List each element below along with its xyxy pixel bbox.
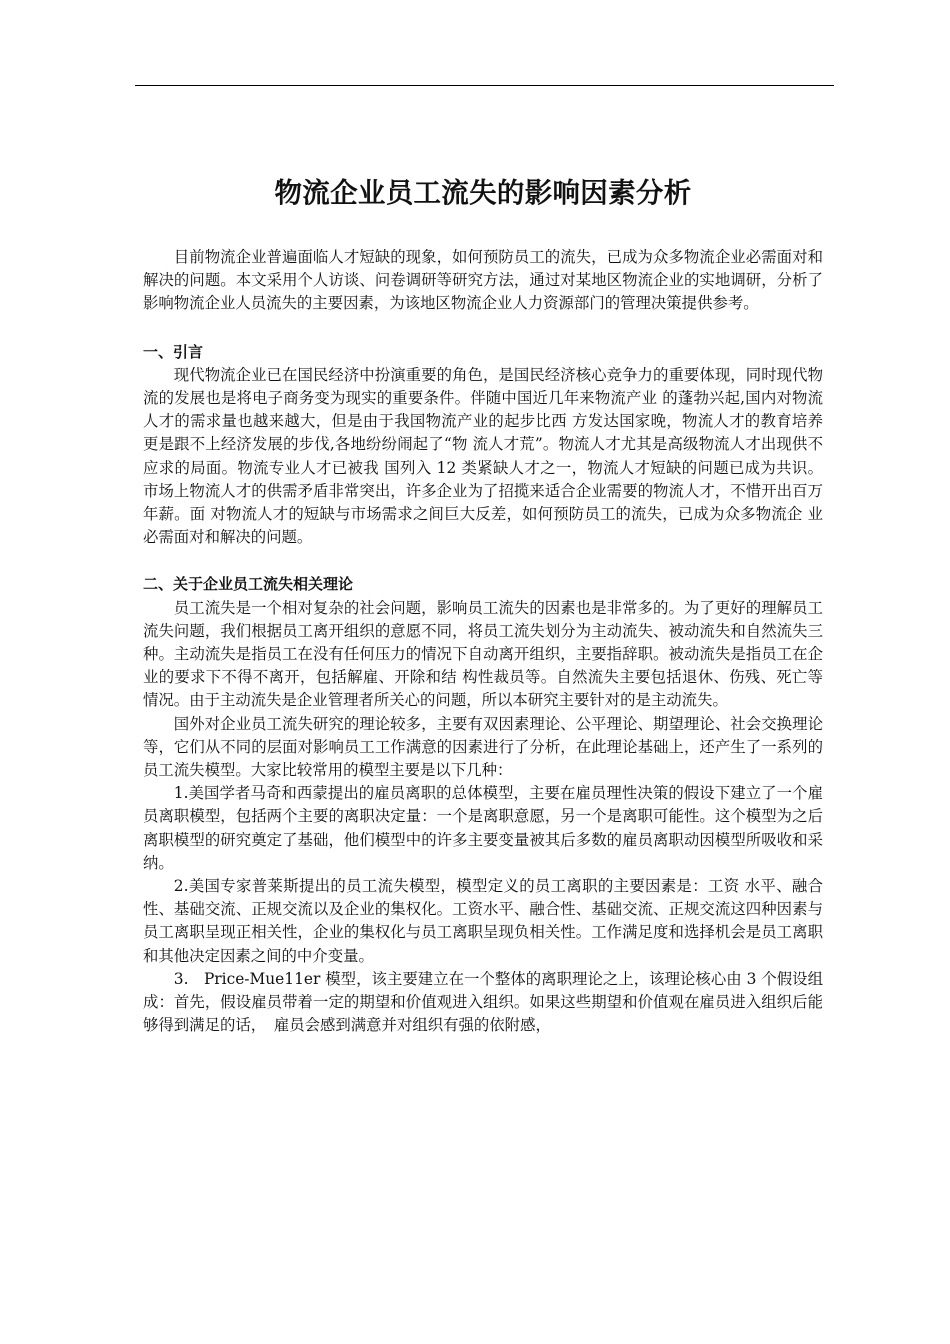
- theory-paragraph-price-model: 2.美国专家普莱斯提出的员工流失模型，模型定义的员工离职的主要因素是：工资 水平、融合性、基础交流、正规交流以及企业的集权化。工资水平、融合性、基础交流、正规交流这四种因素与员工离职呈现正相关性，企业的集权化与员工离职呈现负相关性。工作满足度和选择机会是员工离职和其他决定因素之间的中介变量。: [143, 877, 823, 965]
- section-theory: [143, 573, 823, 1037]
- header-rule: [135, 85, 834, 86]
- document-title: 物流企业员工流失的影响因素分析: [274, 177, 692, 209]
- abstract-paragraph: 目前物流企业普遍面临人才短缺的现象，如何预防员工的流失，已成为众多物流企业必需面对和解决的问题。本文采用个人访谈、问卷调研等研究方法，通过对某地区物流企业的实地调研，分析了影响物流企业人员流失的主要因素，为该地区物流企业人力资源部门的管理决策提供参考。: [143, 248, 823, 313]
- theory-paragraph-march-simon-model: 1.美国学者马奇和西蒙提出的雇员离职的总体模型，主要在雇员理性决策的假设下建立了一个雇员离职模型，包括两个主要的离职决定量：一个是离职意愿，另一个是离职可能性。这个模型为之后离职模型的研究奠定了基础，他们模型中的许多主要变量被其后多数的雇员离职动因模型所吸收和采纳。: [143, 784, 823, 872]
- theory-paragraph-foreign-research: 国外对企业员工流失研究的理论较多，主要有双因素理论、公平理论、期望理论、社会交换理论等，它们从不同的层面对影响员工工作满意的因素进行了分析，在此理论基础上，还产生了一系列的员工流失模型。大家比较常用的模型主要是以下几种：: [143, 714, 823, 780]
- introduction-paragraph: 现代物流企业已在国民经济中扮演重要的角色，是国民经济核心竞争力的重要体现，同时现代物流的发展也是将电子商务变为现实的重要条件。伴随中国近几年来物流产业 的蓬勃兴起,国内对物流人才的需求量也越来越大，但是由于我国物流产业的起步比西 方发达国家晚，物流人才的教育培养更是跟不上经济发展的步伐,各地纷纷闹起了“物 流人才荒”。物流人才尤其是高级物流人才出现供不应求的局面。物流专业人才已被我 国列入 12 类紧缺人才之一，物流人才短缺的问题已成为共识。市场上物流人才的供需矛盾非常突出，许多企业为了招揽来适合企业需要的物流人才，不惜开出百万年薪。面 对物流人才的短缺与市场需求之间巨大反差，如何预防员工的流失，已成为众多物流企 业必需面对和解决的问题。: [143, 365, 823, 547]
- document-page: [143, 170, 823, 1062]
- theory-paragraph-turnover-definition: 员工流失是一个相对复杂的社会问题，影响员工流失的因素也是非常多的。为了更好的理解员工流失问题，我们根据员工离开组织的意愿不同，将员工流失划分为主动流失、被动流失和自然流失三种。主动流失是指员工在没有任何压力的情况下自动离开组织，主要指辞职。被动流失是指员工在企业的要求下不得不离开，包括解雇、开除和结 构性裁员等。自然流失主要包括退休、伤残、死亡等情况。由于主动流失是企业管理者所关心的问题，所以本研究主要针对的是主动流失。: [143, 598, 823, 710]
- section-heading-introduction: 一、引言: [143, 342, 204, 361]
- section-introduction: [143, 341, 823, 550]
- section-heading-theory: 二、关于企业员工流失相关理论: [143, 575, 354, 594]
- theory-paragraph-price-mueller-model: 3. Price-Mue11er 模型，该主要建立在一个整体的离职理论之上，该理论核心由 3 个假设组成：首先，假设雇员带着一定的期望和价值观进入组织。如果这些期望和价值观在雇员进入组织后能够得到满足的话， 雇员会感到满意并对组织有强的依附感，: [143, 969, 823, 1035]
